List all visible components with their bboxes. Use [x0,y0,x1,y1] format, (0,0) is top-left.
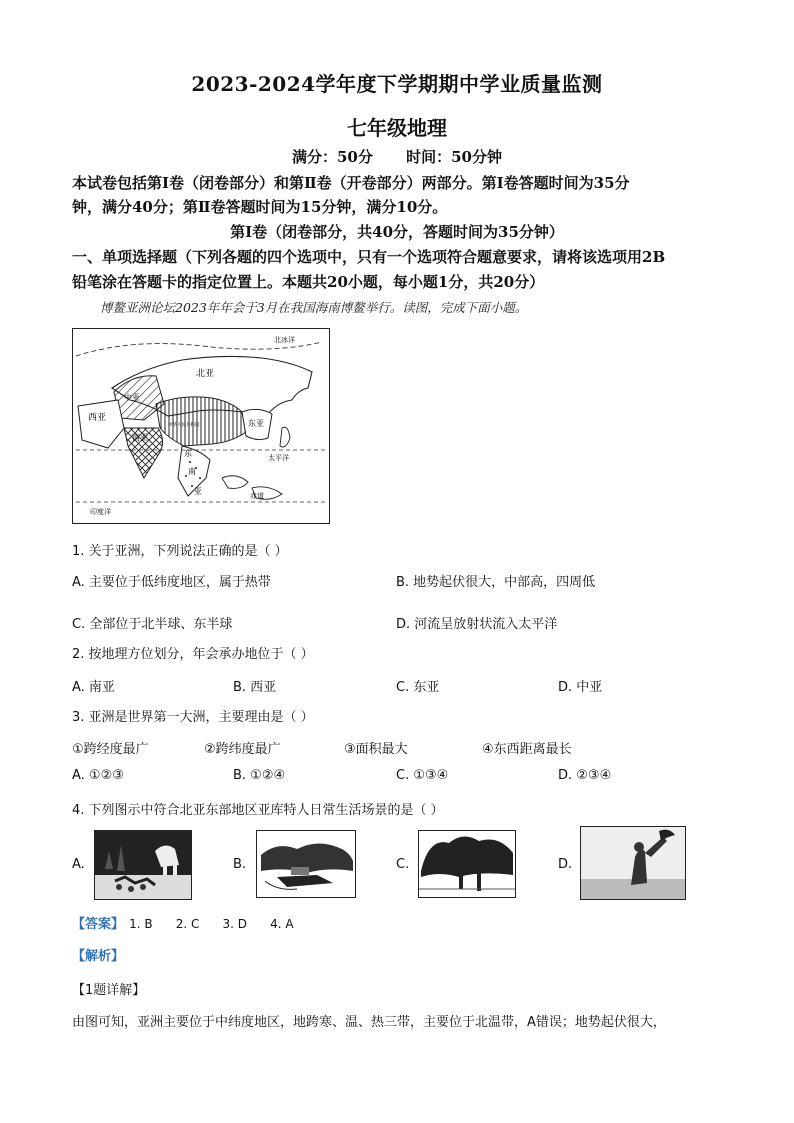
part1-line1: 一、单项选择题（下列各题的四个选项中，只有一个选项符合题意要求，请将该选项用2B [72,248,666,266]
section1-title: 第Ⅰ卷（闭卷部分，共40分，答题时间为35分钟） [230,223,564,241]
answer-4: 4. A [270,917,294,931]
answer-2: 2. C [175,917,200,931]
answer-3: 3. D [222,917,247,931]
q2-option-d: D. 中亚 [558,680,603,695]
q4-stem: 4. 下列图示中符合北亚东部地区亚库特人日常生活场景的是（ ） [72,803,444,818]
map-label-se-3: 亚 [194,487,202,496]
q2-option-b: B. 西亚 [233,680,277,695]
q1-option-c: C. 全部位于北半球、东半球 [72,617,233,632]
map-label-pacific: 太平洋 [268,454,289,462]
q3-statement-3: ③面积最大 [344,742,408,757]
map-label-se-2: 南 [188,467,196,476]
map-label-indian: 印度洋 [90,508,111,516]
q3-option-c: C. ①③④ [396,768,449,783]
map-label-east-asia: 东亚 [248,419,264,428]
q1-stem: 1. 关于亚洲，下列说法正确的是（ ） [72,544,288,559]
q3-option-b: B. ①②④ [233,768,286,783]
answer-1: 1. B [129,917,153,931]
q4-option-a: A. [72,857,85,872]
detail-tag: 【1题详解】 [72,983,146,998]
q3-statement-2: ②跨纬度最广 [204,742,281,757]
analysis-tag: 【解析】 [72,949,125,964]
q1-option-d: D. 河流呈放射状流入太平洋 [396,617,558,632]
q4-image-a-sled-dogs [94,830,192,900]
answer-line [72,913,294,932]
q4-option-b: B. [233,857,247,872]
q2-option-a: A. 南亚 [72,680,115,695]
part1-line2: 铅笔涂在答题卡的指定位置上。本题共20小题，每小题1分，共20分） [72,273,545,291]
map-label-equator: 赤道 [250,492,264,500]
q1-option-a: A. 主要位于低纬度地区，属于热带 [72,575,271,590]
map-label-central-asia: 中亚 [124,393,140,402]
exam-meta [0,146,794,167]
map-label-north-asia: 北亚 [196,369,215,379]
q4-image-c-forest [418,830,516,898]
q3-statement-1: ①跨经度最广 [72,742,149,757]
q3-statement-4: ④东西距离最长 [482,742,572,757]
instructions-line2: 钟，满分40分；第Ⅱ卷答题时间为15分钟，满分10分。 [72,198,448,216]
q4-image-b-river-boats [256,830,356,898]
q4-option-d: D. [558,857,573,872]
detail-text: 由图可知，亚洲主要位于中纬度地区，地跨寒、温、热三带，主要位于北温带，A错误；地势起伏很大， [72,1015,666,1030]
map-label-china: 中华人民共和国 [168,423,200,428]
map-label-west-asia: 西亚 [88,413,107,423]
asia-map [72,328,330,524]
exam-subject: 七年级地理 [347,116,447,140]
score-label: 满分：50分 [292,148,373,166]
q1-option-b: B. 地势起伏很大，中部高，四周低 [396,575,596,590]
q3-option-d: D. ②③④ [558,768,612,783]
map-label-se-1: 东 [184,449,192,458]
q2-option-c: C. 东亚 [396,680,440,695]
exam-title: 2023-2024学年度下学期期中学业质量监测 [191,72,603,96]
q2-stem: 2. 按地理方位划分，年会承办地位于（ ） [72,647,314,662]
map-label-south-asia: 南亚 [132,433,148,442]
instructions-line1: 本试卷包括第Ⅰ卷（闭卷部分）和第Ⅱ卷（开卷部分）两部分。第Ⅰ卷答题时间为35分 [72,174,630,192]
q3-option-a: A. ①②③ [72,768,124,783]
q3-stem: 3. 亚洲是世界第一大洲，主要理由是（ ） [72,710,314,725]
question-intro: 博鳌亚洲论坛2023年年会于3月在我国海南博鳌举行。读图，完成下面小题。 [100,300,528,315]
time-label: 时间：50分钟 [406,148,502,166]
q4-image-d-falconer [580,826,686,900]
q4-option-c: C. [396,857,410,872]
answer-tag: 【答案】 [72,917,125,932]
map-label-arctic: 北冰洋 [274,336,295,344]
